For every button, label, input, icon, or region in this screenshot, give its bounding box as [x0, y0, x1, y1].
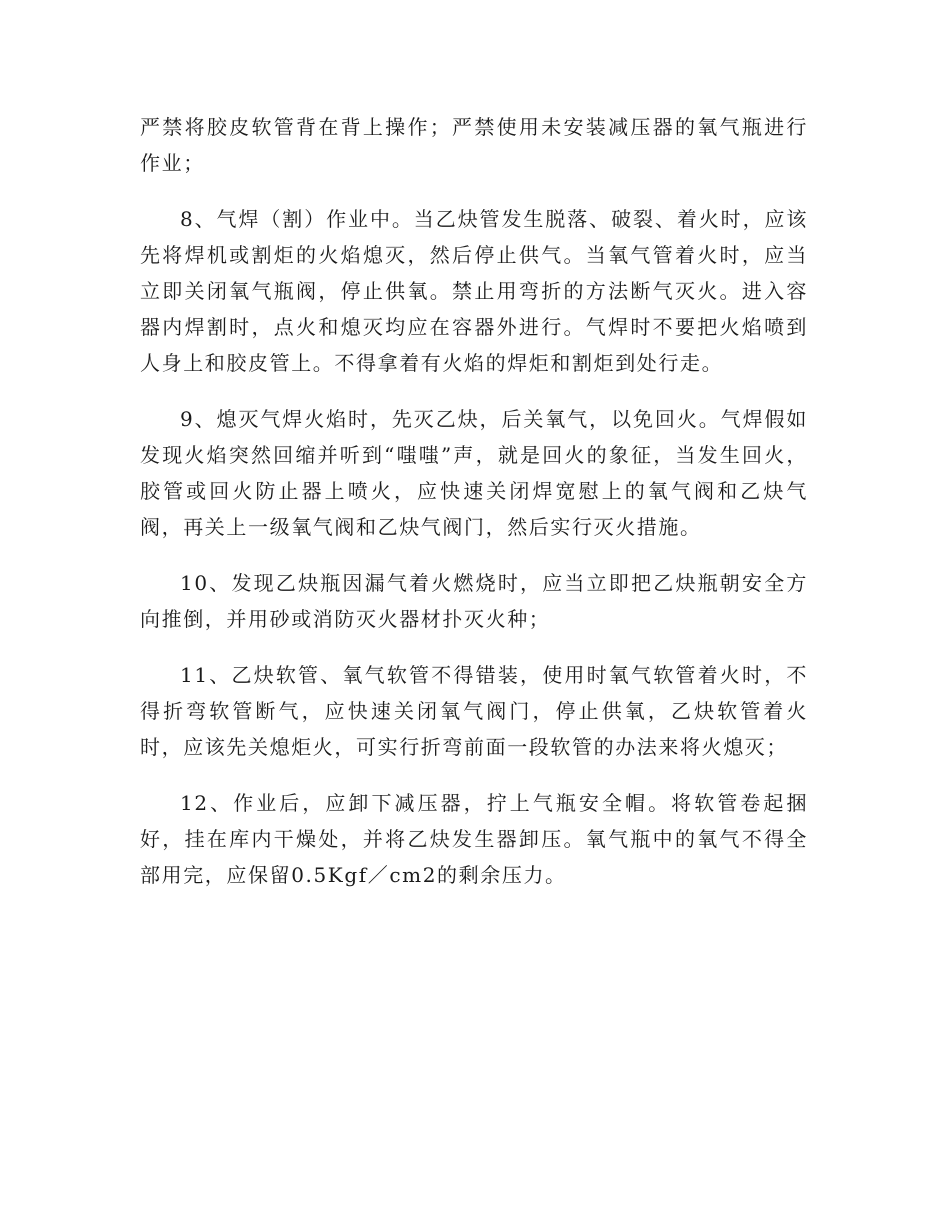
paragraph-item-12: 12、作业后，应卸下减压器，拧上气瓶安全帽。将软管卷起捆好，挂在库内干燥处，并将乙炔发生器卸压。氧气瓶中的氧气不得全部用完，应保留0.5Kgf／cm2的剩余压力。: [140, 791, 808, 887]
paragraph-item-8: 8、气焊（割）作业中。当乙炔管发生脱落、破裂、着火时，应该先将焊机或割炬的火焰熄灭，然后停止供气。当氧气管着火时，应当立即关闭氧气瓶阀，停止供氧。禁止用弯折的方法断气灭火。进入容器内焊割时，点火和熄灭均应在容器外进行。气焊时不要把火焰喷到人身上和胶皮管上。不得拿着有火焰的焊炬和割炬到处行走。: [140, 207, 808, 375]
paragraph-item-11: 11、乙炔软管、氧气软管不得错装，使用时氧气软管着火时，不得折弯软管断气，应快速关闭氧气阀门，停止供氧，乙炔软管着火时，应该先关熄炬火，可实行折弯前面一段软管的办法来将火熄灭；: [140, 663, 808, 759]
paragraph-continuation: 严禁将胶皮软管背在背上操作；严禁使用未安装减压器的氧气瓶进行作业；: [140, 115, 808, 175]
paragraph-item-9: 9、熄灭气焊火焰时，先灭乙炔，后关氧气，以免回火。气焊假如发现火焰突然回缩并听到“嗤嗤”声，就是回火的象征，当发生回火，胶管或回火防止器上喷火，应快速关闭焊宽慰上的氧气阀和乙炔气阀，再关上一级氧气阀和乙炔气阀门，然后实行灭火措施。: [140, 407, 808, 539]
document-body: [140, 109, 808, 913]
paragraph-item-10: 10、发现乙炔瓶因漏气着火燃烧时，应当立即把乙炔瓶朝安全方向推倒，并用砂或消防灭火器材扑灭火种；: [140, 571, 808, 631]
